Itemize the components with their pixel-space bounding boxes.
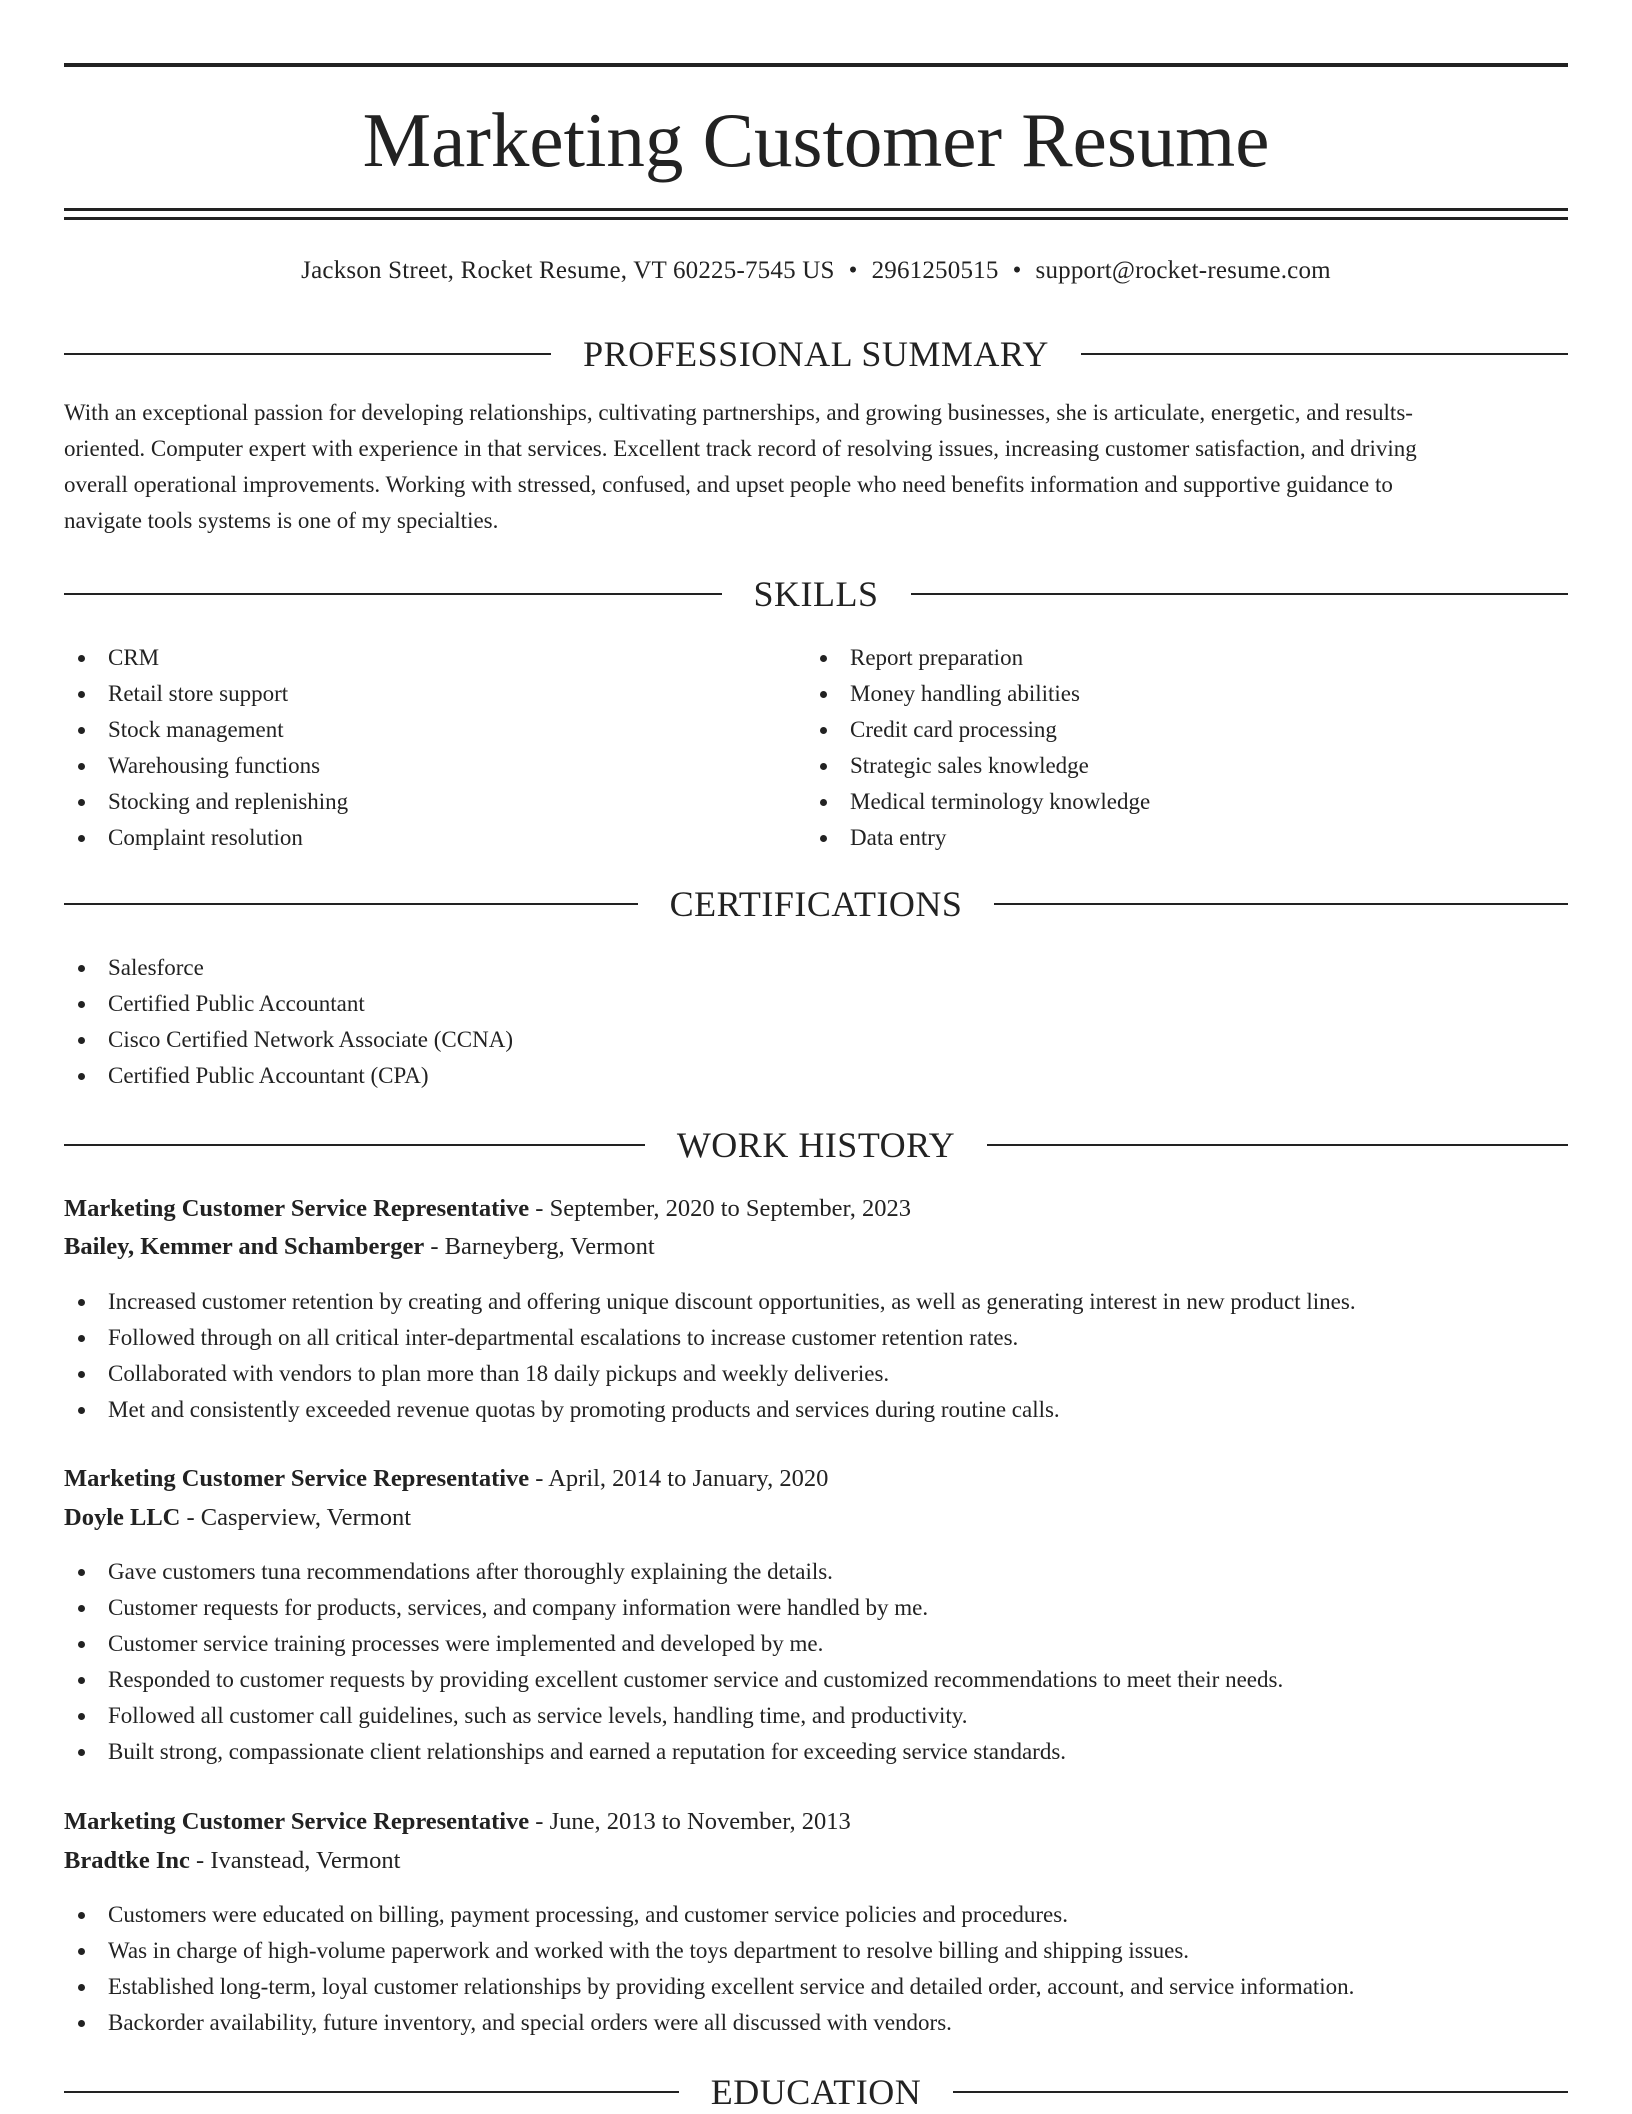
summary-line: overall operational improvements. Working with stressed, confused, and upset people who need benefits information and supportive guidance to xyxy=(64,472,1393,497)
certifications-list xyxy=(64,950,513,1094)
job-bullet-text: Increased customer retention by creating and offering unique discount opportunities, as well as generating interest in new product lines. xyxy=(108,1289,1356,1314)
list-item xyxy=(64,712,348,748)
list-item xyxy=(64,1356,1356,1392)
job-dates: - September, 2020 to September, 2023 xyxy=(529,1195,911,1222)
bullet-icon xyxy=(78,1407,85,1414)
job-dates: - June, 2013 to November, 2013 xyxy=(529,1808,851,1835)
bullet-icon xyxy=(78,2020,85,2027)
bullet-icon xyxy=(78,1948,85,1955)
list-item xyxy=(806,820,1150,856)
job-bullet-text: Met and consistently exceeded revenue quotas by promoting products and services during routine calls. xyxy=(108,1397,1060,1422)
summary-line: navigate tools systems is one of my specialties. xyxy=(64,508,499,533)
heading-rule xyxy=(64,593,722,595)
section-heading-work-history xyxy=(64,1123,1568,1167)
bullet-icon xyxy=(78,1335,85,1342)
list-item xyxy=(64,1933,1354,1969)
skill-text: CRM xyxy=(108,645,160,670)
section-heading-summary xyxy=(64,332,1568,376)
section-heading-education xyxy=(64,2070,1568,2114)
job-company: Bradtke Inc xyxy=(64,1847,190,1874)
job-location: - Ivanstead, Vermont xyxy=(189,1847,401,1874)
bullet-icon xyxy=(78,799,85,806)
job-location: - Casperview, Vermont xyxy=(180,1504,412,1531)
heading-rule xyxy=(1081,353,1568,355)
bullet-icon xyxy=(78,1605,85,1612)
contact-separator: • xyxy=(848,257,858,284)
section-title: PROFESSIONAL SUMMARY xyxy=(583,334,1049,374)
section-title: WORK HISTORY xyxy=(676,1125,956,1165)
heading-rule xyxy=(64,903,638,905)
contact-phone: 2961250515 xyxy=(871,257,999,284)
list-item xyxy=(64,1969,1354,2005)
skill-text: Retail store support xyxy=(108,681,289,706)
list-item xyxy=(64,748,348,784)
job-bullet-text: Established long-term, loyal customer relationships by providing excellent service and detailed order, account, and service information. xyxy=(108,1974,1355,1999)
list-item xyxy=(806,676,1150,712)
certification-text: Certified Public Accountant (CPA) xyxy=(108,1063,429,1088)
job-bullet-text: Built strong, compassionate client relationships and earned a reputation for exceeding service standards. xyxy=(108,1739,1067,1764)
bullet-icon xyxy=(78,1569,85,1576)
list-item xyxy=(806,748,1150,784)
bullet-icon xyxy=(78,691,85,698)
list-item xyxy=(806,784,1150,820)
job-title: Marketing Customer Service Representative xyxy=(64,1465,530,1492)
bullet-icon xyxy=(78,1641,85,1648)
section-title: SKILLS xyxy=(753,574,879,614)
bullet-icon xyxy=(78,965,85,972)
skill-text: Strategic sales knowledge xyxy=(850,753,1089,778)
bullet-icon xyxy=(820,763,827,770)
list-item xyxy=(64,1554,1283,1590)
job-company: Doyle LLC xyxy=(64,1504,181,1531)
list-item xyxy=(64,986,513,1022)
job-title-line xyxy=(64,1461,1568,1497)
list-item xyxy=(64,1734,1283,1770)
skill-text: Warehousing functions xyxy=(108,753,321,778)
bullet-icon xyxy=(78,1037,85,1044)
list-item xyxy=(64,1022,513,1058)
bullet-icon xyxy=(78,1299,85,1306)
bullet-icon xyxy=(78,1677,85,1684)
job-bullet-text: Collaborated with vendors to plan more than 18 daily pickups and weekly deliveries. xyxy=(108,1361,890,1386)
skills-list-left xyxy=(64,640,348,856)
certification-text: Certified Public Accountant xyxy=(108,991,365,1016)
job-bullet-text: Customer requests for products, services, and company information were handled by me. xyxy=(108,1595,929,1620)
job-bullet-text: Customers were educated on billing, payment processing, and customer service policies and procedures. xyxy=(108,1902,1068,1927)
bullet-icon xyxy=(78,763,85,770)
job-title-line xyxy=(64,1191,1568,1227)
section-heading-skills xyxy=(64,572,1568,616)
job-bullet-text: Customer service training processes were implemented and developed by me. xyxy=(108,1631,824,1656)
skills-list-right xyxy=(806,640,1150,856)
list-item xyxy=(64,1284,1356,1320)
page-title: Marketing Customer Resume xyxy=(362,97,1270,183)
bullet-icon xyxy=(78,1749,85,1756)
heading-rule xyxy=(64,1144,645,1146)
heading-rule xyxy=(987,1144,1568,1146)
list-item xyxy=(806,640,1150,676)
list-item xyxy=(64,1897,1354,1933)
summary-line: With an exceptional passion for developing relationships, cultivating partnerships, and growing businesses, she is articulate, energetic, and results- xyxy=(64,400,1413,425)
bullet-icon xyxy=(78,655,85,662)
list-item xyxy=(64,2005,1354,2041)
job-dates: - April, 2014 to January, 2020 xyxy=(529,1465,829,1492)
certification-text: Cisco Certified Network Associate (CCNA) xyxy=(108,1027,513,1052)
summary-paragraph xyxy=(64,395,1568,539)
bullet-icon xyxy=(78,1912,85,1919)
section-heading-certifications xyxy=(64,882,1568,926)
job-bullets xyxy=(64,1284,1356,1428)
job-title: Marketing Customer Service Representative xyxy=(64,1195,530,1222)
list-item xyxy=(64,1320,1356,1356)
heading-rule xyxy=(911,593,1569,595)
job-bullets xyxy=(64,1554,1283,1770)
bullet-icon xyxy=(78,1713,85,1720)
job-bullet-text: Followed through on all critical inter-departmental escalations to increase customer retention rates. xyxy=(108,1325,1019,1350)
job-bullet-text: Was in charge of high-volume paperwork and worked with the toys department to resolve billing and shipping issues. xyxy=(108,1938,1190,1963)
list-item xyxy=(64,1058,513,1094)
job-bullet-text: Responded to customer requests by providing excellent customer service and customized recommendations to meet their needs. xyxy=(108,1667,1284,1692)
heading-rule xyxy=(994,903,1568,905)
job-title-line xyxy=(64,1804,1568,1840)
job-bullet-text: Gave customers tuna recommendations after thoroughly explaining the details. xyxy=(108,1559,833,1584)
list-item xyxy=(64,676,348,712)
job-bullet-text: Backorder availability, future inventory, and special orders were all discussed with vendors. xyxy=(108,2010,952,2035)
section-title: EDUCATION xyxy=(710,2072,922,2112)
skill-text: Report preparation xyxy=(850,645,1024,670)
list-item xyxy=(64,1662,1283,1698)
skill-text: Data entry xyxy=(850,825,947,850)
bullet-icon xyxy=(78,1371,85,1378)
list-item xyxy=(64,1590,1283,1626)
job-company: Bailey, Kemmer and Schamberger xyxy=(64,1233,425,1260)
skill-text: Medical terminology knowledge xyxy=(850,789,1151,814)
title-double-rule xyxy=(64,208,1568,220)
skill-text: Stock management xyxy=(108,717,284,742)
bullet-icon xyxy=(78,835,85,842)
job-bullets xyxy=(64,1897,1354,2041)
list-item xyxy=(806,712,1150,748)
skill-text: Complaint resolution xyxy=(108,825,303,850)
summary-line: oriented. Computer expert with experience in that services. Excellent track record of resolving issues, increasing customer satisfaction, and driving xyxy=(64,436,1417,461)
list-item xyxy=(64,950,513,986)
job-company-line xyxy=(64,1500,1568,1536)
job-company-line xyxy=(64,1843,1568,1879)
list-item xyxy=(64,1626,1283,1662)
list-item xyxy=(64,784,348,820)
bullet-icon xyxy=(78,1073,85,1080)
bullet-icon xyxy=(820,655,827,662)
bullet-icon xyxy=(820,835,827,842)
skill-text: Credit card processing xyxy=(850,717,1057,742)
bullet-icon xyxy=(820,727,827,734)
heading-rule xyxy=(64,2091,679,2093)
list-item xyxy=(64,1392,1356,1428)
heading-rule xyxy=(953,2091,1568,2093)
job-bullet-text: Followed all customer call guidelines, such as service levels, handling time, and productivity. xyxy=(108,1703,968,1728)
skill-text: Stocking and replenishing xyxy=(108,789,349,814)
heading-rule xyxy=(64,353,551,355)
job-location: - Barneyberg, Vermont xyxy=(424,1233,655,1260)
contact-line xyxy=(64,254,1568,288)
certification-text: Salesforce xyxy=(108,955,204,980)
contact-email: support@rocket-resume.com xyxy=(1035,257,1331,284)
top-rule xyxy=(64,63,1568,67)
job-title: Marketing Customer Service Representative xyxy=(64,1808,530,1835)
bullet-icon xyxy=(820,691,827,698)
bullet-icon xyxy=(78,1984,85,1991)
bullet-icon xyxy=(78,1001,85,1008)
list-item xyxy=(64,640,348,676)
job-company-line xyxy=(64,1229,1568,1265)
contact-address: Jackson Street, Rocket Resume, VT 60225-7545 US xyxy=(301,257,835,284)
list-item xyxy=(64,820,348,856)
list-item xyxy=(64,1698,1283,1734)
section-title: CERTIFICATIONS xyxy=(669,884,963,924)
bullet-icon xyxy=(78,727,85,734)
skill-text: Money handling abilities xyxy=(850,681,1080,706)
contact-separator: • xyxy=(1012,257,1022,284)
bullet-icon xyxy=(820,799,827,806)
